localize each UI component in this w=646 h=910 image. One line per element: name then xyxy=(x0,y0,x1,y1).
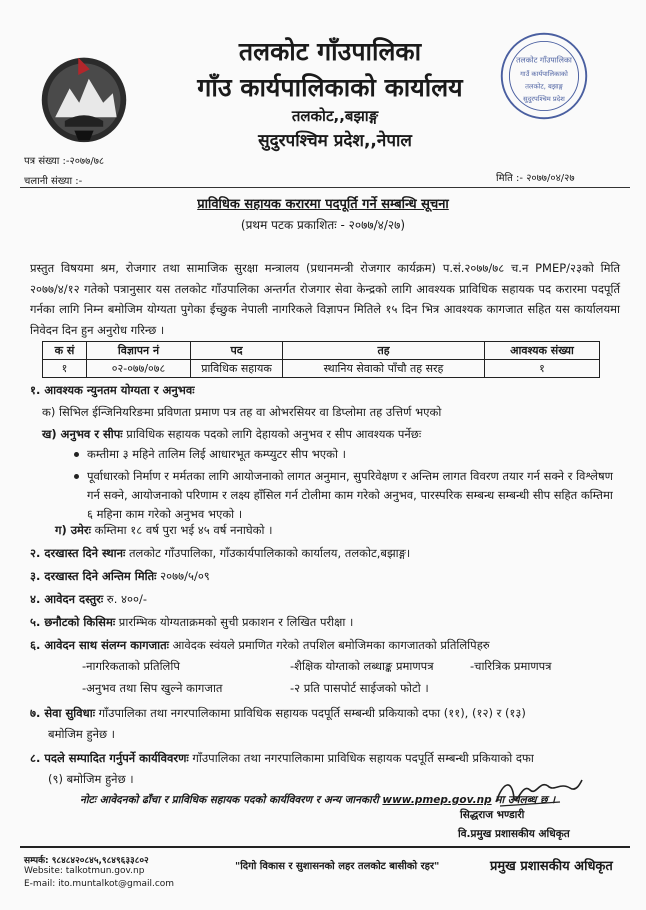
section-8-continued: (९) बमोजिम हुनेछ । xyxy=(48,772,134,786)
section-5 xyxy=(30,615,353,630)
footer-website: Website: talkotmun.gov.np xyxy=(24,866,145,876)
col-post: पद xyxy=(191,342,283,360)
qualification-c-text: कम्तिमा १८ वर्ष पुरा भई ४५ वर्ष ननाघेको । xyxy=(90,523,273,537)
seal-line-4: सुदुरपश्चिम प्रदेश xyxy=(523,94,565,103)
bullet-icon xyxy=(74,474,79,479)
office-name: गाँउ कार्यपालिकाको कार्यालय xyxy=(197,73,463,102)
col-ad-number: विज्ञापन नं xyxy=(87,342,191,360)
notice-title xyxy=(0,194,646,212)
section-2 xyxy=(30,546,410,561)
notice-date: मिति :- २०७७/०४/२७ xyxy=(496,173,575,184)
section-4 xyxy=(30,592,147,607)
section-7 xyxy=(30,706,526,721)
section-1-title: १. आवश्यक न्युनतम योग्यता र अनुभवः xyxy=(30,383,195,397)
seal-line-2: गाउँ कार्यपालिकाको xyxy=(520,70,568,78)
municipality-name: तलकोट गाँउपालिका xyxy=(238,37,422,66)
signature-icon xyxy=(490,772,585,812)
section-7-label: ७. सेवा सुविधाः xyxy=(30,706,96,720)
header-divider xyxy=(20,187,630,188)
qualification-b xyxy=(42,427,421,442)
skill-bullet-1-text: कम्तीमा ३ महिने तालिम लिई आधारभूत कम्प्युटर सीप भएको । xyxy=(87,447,346,461)
nepal-emblem-icon xyxy=(36,50,132,146)
vacancy-table xyxy=(42,341,600,378)
note-suffix: मा उपलब्ध छ । xyxy=(491,794,556,806)
table-row xyxy=(43,360,600,378)
document-item-3: -चारित्रिक प्रमाणपत्र xyxy=(470,659,552,673)
table-header-row xyxy=(43,342,600,360)
skill-bullet-2-text: पूर्वाधारको निर्माण र मर्मतका लागि आयोजनाको लागत अनुमान, सुपरिवेक्षण र अन्तिम लागत विवरण तयार गर्न सक्ने र विश्लेषण गर्न सक्ने, आयोजनाको परिणाम र लक्ष्य हाँसिल गर्न टोलीमा काम गरेको अनुभव, पारस्परिक सम्बन्ध सम्बन्धी सीप सहित कम्तिमा ६ महिना काम गरेको अनुभव भएको । xyxy=(87,469,613,521)
section-8-text: गाँउपालिका तथा नगरपालिकामा प्राविधिक सहायक पदपूर्ति सम्बन्धी प्रकियाको दफा xyxy=(188,751,534,765)
document-item-4: -अनुभव तथा सिप खुल्ने कागजात xyxy=(82,681,223,695)
qualification-a: क) सिभिल ईन्जिनियरिङमा प्रविणता प्रमाण पत्र तह वा ओभरसियर वा डिप्लोमा तह उत्तिर्ण भएको xyxy=(42,405,442,419)
section-8 xyxy=(30,751,534,766)
note-prefix: नोटः आवेदनको ढाँचा र प्राविधिक सहायक पदको कार्यविवरण र अन्य जानकारी xyxy=(80,794,383,806)
footer-email: E-mail: ito.muntalkot@gmail.com xyxy=(24,879,175,889)
cell-post: प्राविधिक सहायक xyxy=(191,360,283,378)
dispatch-number: चलानी संख्या :- xyxy=(24,176,83,187)
document-item-2: -शैक्षिक योग्ताको लब्धाङ्क प्रमाणपत्र xyxy=(290,659,434,673)
qualification-b-label: ख) अनुभव र सीपः xyxy=(42,427,123,441)
note-line xyxy=(80,793,555,807)
section-7-continued: बमोजिम हुनेछ । xyxy=(48,727,116,741)
section-3-text: २०७७/५/०९ xyxy=(156,569,210,583)
qualification-c xyxy=(55,523,272,538)
section-4-text: रु. ४००/- xyxy=(103,592,147,606)
pmep-website-link[interactable]: www.pmep.gov.np xyxy=(382,794,492,806)
section-5-text: प्रारम्भिक योग्यताक्रमको सुची प्रकाशन र लिखित परीक्षा । xyxy=(115,615,354,629)
bullet-icon xyxy=(74,452,79,457)
skill-bullet-1 xyxy=(74,447,346,462)
province-name: सुदुरपश्चिम प्रदेश,,नेपाल xyxy=(258,131,412,151)
skill-bullet-2 xyxy=(74,467,622,524)
footer-divider xyxy=(20,846,630,848)
section-6-label: ६. आवेदन साथ संलग्न कागजातः xyxy=(30,638,169,652)
footer-phone: सम्पर्क: ९८४८४२०८४५,९८४९६३३८०२ xyxy=(24,856,149,866)
signatory-role: वि.प्रमुख प्रशासकीय अधिकृत xyxy=(458,828,570,840)
section-3 xyxy=(30,569,210,584)
cell-ad-number: ०२-०७७/०७८ xyxy=(87,360,191,378)
col-required-count: आवश्यक संख्या xyxy=(485,342,600,360)
signatory-name: सिद्धराज भण्डारी xyxy=(460,809,525,821)
section-2-text: तलकोट गाँउपालिका, गाँउकार्यपालिकाको कार्यालय, तलकोट,बझाङ्ग। xyxy=(125,546,411,560)
section-4-label: ४. आवेदन दस्तुरः xyxy=(30,592,104,606)
section-5-label: ५. छनौटको किसिमः xyxy=(30,615,116,629)
cell-level: स्थानिय सेवाको पाँचौ तह सरह xyxy=(283,360,485,378)
reference-number: पत्र संख्या :-२०७७/७८ xyxy=(24,156,105,167)
section-6-text: आवेदक स्वंयले प्रमाणित गरेको तपशिल बमोजिमका कागजातको प्रतिलिपिहरु xyxy=(168,638,490,652)
office-location: तलकोट,,बझाङ्ग xyxy=(291,107,379,125)
col-serial: क सं xyxy=(43,342,87,360)
qualification-b-text: प्राविधिक सहायक पदको लागि देहायको अनुभव र सीप आवश्यक पर्नेछः xyxy=(122,427,422,441)
document-item-1: -नागरिकताको प्रतिलिपि xyxy=(82,659,180,673)
footer-slogan: "दिगो विकास र सुशासनको लहर तलकोट बासीको रहर" xyxy=(235,861,440,872)
section-7-text: गाँउपालिका तथा नगरपालिकामा प्राविधिक सहायक पदपूर्ति सम्बन्धी प्रकियाको दफा (११), (१२) र (१३) xyxy=(95,706,526,720)
section-6 xyxy=(30,638,490,653)
col-level: तह xyxy=(283,342,485,360)
section-2-label: २. दरखास्त दिने स्थानः xyxy=(30,546,126,560)
document-item-5: -२ प्रति पासपोर्ट साईजको फोटो । xyxy=(290,681,429,695)
footer-office-title: प्रमुख प्रशासकीय अधिकृत xyxy=(490,859,613,874)
cell-required-count: १ xyxy=(485,360,600,378)
notice-subtitle: (प्रथम पटक प्रकाशितः - २०७७/४/२७) xyxy=(240,218,406,232)
cell-serial: १ xyxy=(43,360,87,378)
section-8-label: ८. पदले सम्पादित गर्नुपर्ने कार्यविवरणः xyxy=(30,751,189,765)
qualification-c-label: ग) उमेरः xyxy=(55,523,91,537)
seal-line-1: तलकोट गाँउपालिका xyxy=(516,55,572,65)
seal-line-3: तलकोट, बझाङ्ग xyxy=(525,82,563,91)
intro-paragraph: प्रस्तुत विषयमा श्रम, रोजगार तथा सामाजिक सुरक्षा मन्त्रालय (प्रधानमन्त्री रोजगार कार्यक्रम) प.सं.२०७७/७८ च.न PMEP/२३को मिति २०७७/४/१२ गतेको पत्रानुसार यस तलकोट गाँउपालिका अन्तर्गत रोजगार सेवा केन्द्रको लागि आवश्यक प्राविधिक सहायक पद करारमा पदपूर्ति गर्नका लागि निम्न बमोजिम योग्यता पुगेका ईच्छुक नेपाली नागरिकले विज्ञापन मितिले १५ दिन भित्र आवश्यक कागजात सहित यस कार्यालयमा निवेदन दिन हुन अनुरोध गरिन्छ । xyxy=(30,261,620,337)
section-3-label: ३. दरखास्त दिने अन्तिम मितिः xyxy=(30,569,157,583)
notice-title-text: प्राविधिक सहायक करारमा पदपूर्ति गर्ने सम्बन्धि सूचना xyxy=(197,197,449,212)
